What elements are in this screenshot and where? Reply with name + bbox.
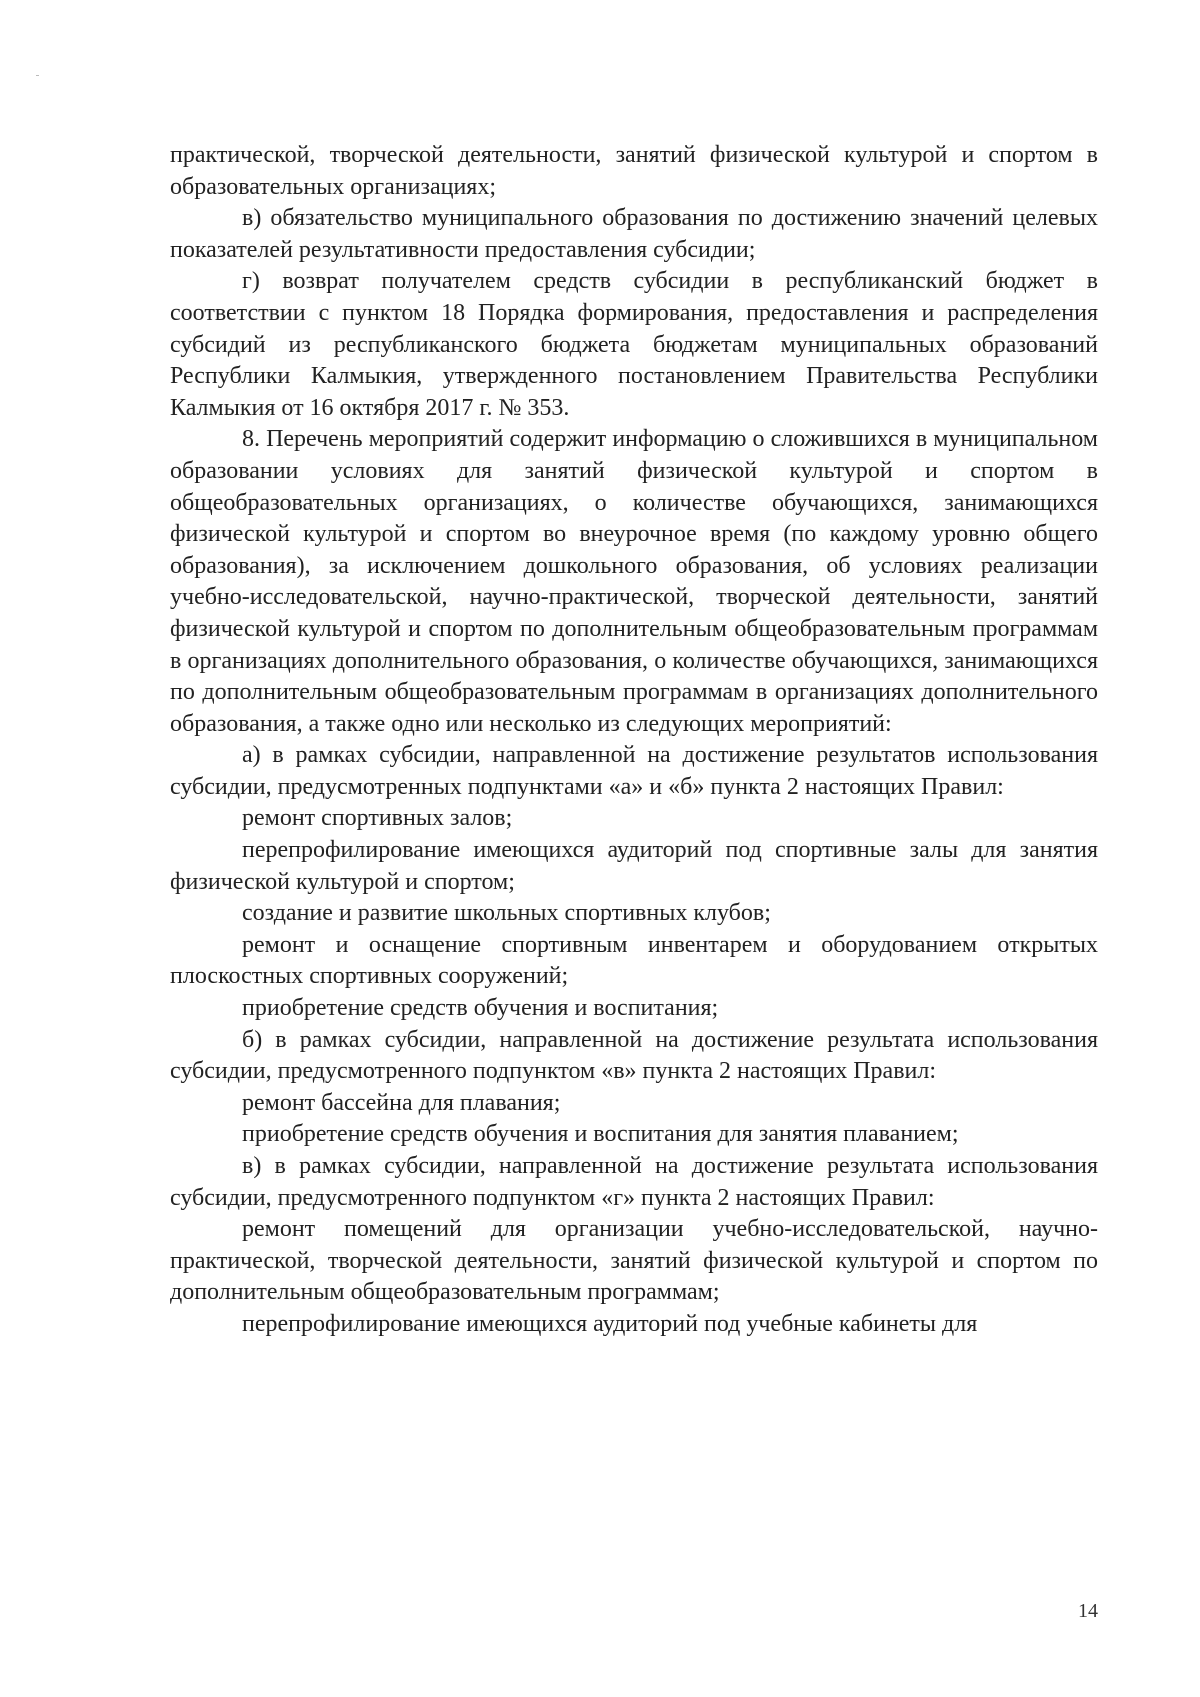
page-number: 14 (1078, 1600, 1098, 1622)
list-item: ремонт и оснащение спортивным инвентарем и оборудованием открытых плоскостных спортивных сооружений; (170, 931, 1098, 990)
list-item: приобретение средств обучения и воспитания; (242, 995, 719, 1022)
paragraph-sub-b: б) в рамках субсидии, направленной на достижение результата использования субсидии, предусмотренного подпунктом «в» пункта 2 настоящих Правил: (170, 1026, 1098, 1085)
list-item: приобретение средств обучения и воспитания для занятия плаванием; (242, 1121, 959, 1148)
list-item: перепрофилирование имеющихся аудиторий под спортивные залы для занятия физической культурой и спортом; (170, 837, 1098, 895)
list-item: создание и развитие школьных спортивных клубов; (242, 900, 771, 927)
paragraph-sub-a: а) в рамках субсидии, направленной на достижение результатов использования субсидии, предусмотренных подпунктами «а» и «б» пункта 2 настоящих Правил: (170, 742, 1098, 800)
scan-artifact (36, 75, 39, 76)
paragraph-section-8: 8. Перечень мероприятий содержит информацию о сложившихся в муниципальном образовании условиях для занятий физической культурой и спортом в общеобразовательных организациях, о количестве обучающихся, занимающихся физической культурой и спортом во внеурочное время (по каждому уровню общего образования), за исключением дошкольного образования, об условиях реализации учебно-исследовательской, научно-практической, творческой деятельности, занятий физической культурой и спортом по дополнительным общеобразовательным программам в организациях дополнительного образования, о количестве обучающихся, занимающихся по дополнительным общеобразовательным программам в организациях дополнительного образования, а также одно или несколько из следующих мероприятий: (170, 426, 1098, 737)
list-item: ремонт спортивных залов; (242, 805, 513, 832)
list-item: ремонт бассейна для плавания; (242, 1089, 561, 1116)
list-item: перепрофилирование имеющихся аудиторий под учебные кабинеты для (242, 1310, 978, 1337)
paragraph-item-v-commitment: в) обязательство муниципального образования по достижению значений целевых показателей результативности предоставления субсидии; (170, 205, 1098, 263)
paragraph-sub-v: в) в рамках субсидии, направленной на достижение результата использования субсидии, предусмотренного подпунктом «г» пункта 2 настоящих Правил: (170, 1153, 1098, 1211)
paragraph-item-g-refund: г) возврат получателем средств субсидии в республиканский бюджет в соответствии с пунктом 18 Порядка формирования, предоставления и распределения субсидий из республиканского бюджета бюджетам муниципальных образований Республики Калмыкия, утвержденного постановлением Правительства Республики Калмыкия от 16 октября 2017 г. № 353. (170, 268, 1098, 421)
paragraph-continuation: практической, творческой деятельности, занятий физической культурой и спортом в образовательных организациях; (170, 142, 1098, 200)
list-item: ремонт помещений для организации учебно-исследовательской, научно-практической, творческой деятельности, занятий физической культурой и спортом по дополнительным общеобразовательным программам; (170, 1216, 1098, 1306)
